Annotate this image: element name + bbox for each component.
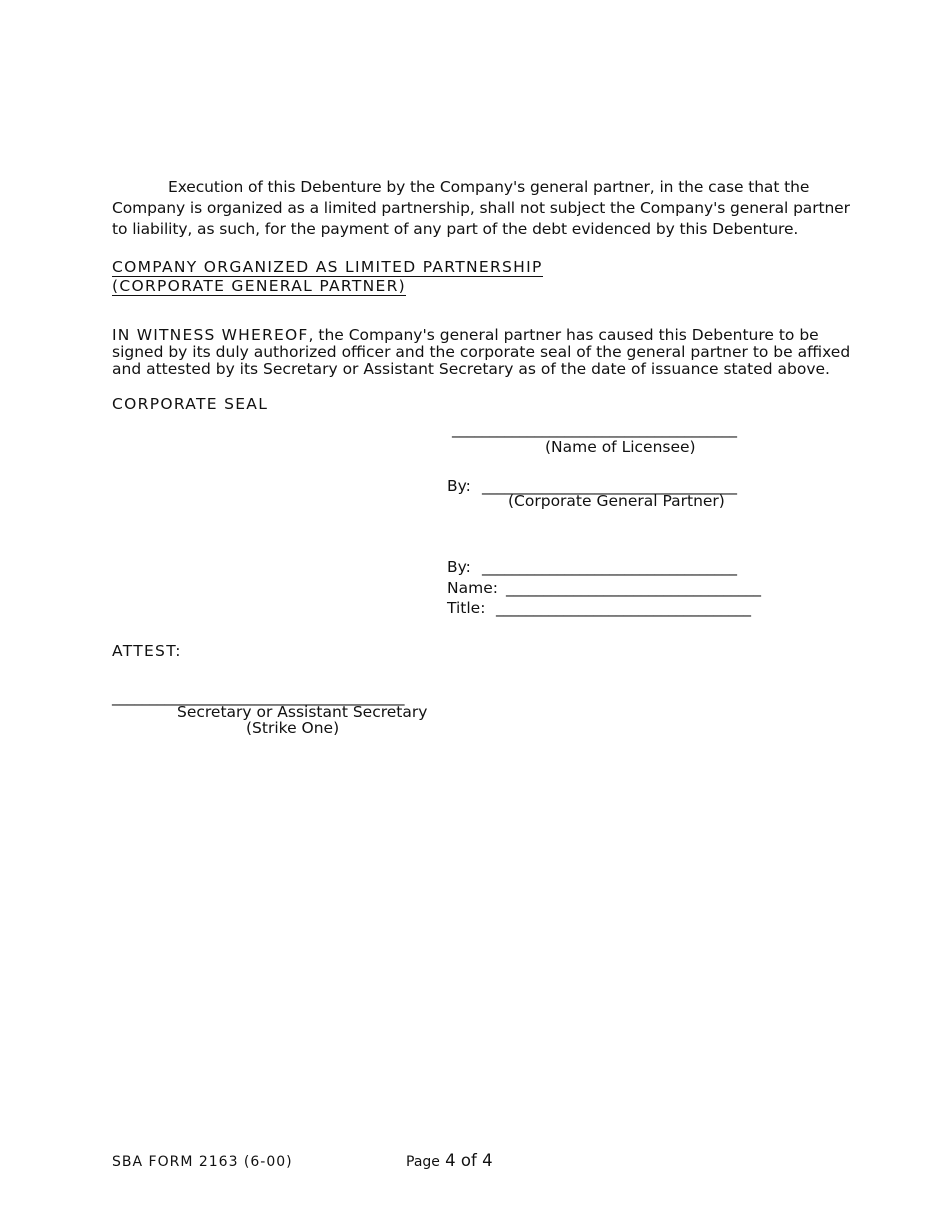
intro-paragraph-line-1: Execution of this Debenture by the Company's general partner, in the case that the (168, 178, 810, 196)
footer-page-number (406, 1151, 493, 1170)
title-signature-line: __________________________________ (496, 599, 751, 617)
licensee-caption: (Name of Licensee) (545, 438, 696, 456)
intro-paragraph-line-3: to liability, as such, for the payment of any part of the debt evidenced by this Debenture. (112, 220, 799, 238)
general-partner-caption: (Corporate General Partner) (508, 492, 725, 510)
witness-line-3: and attested by its Secretary or Assistant Secretary as of the date of issuance stated above. (112, 360, 830, 378)
section-heading-line-2: (CORPORATE GENERAL PARTNER) (112, 277, 406, 295)
witness-lead: IN WITNESS WHEREOF (112, 326, 309, 344)
corporate-seal-label: CORPORATE SEAL (112, 395, 269, 413)
footer-form-id: SBA FORM 2163 (6-00) (112, 1154, 293, 1170)
witness-line-1 (112, 327, 819, 344)
by-label-1: By: (447, 477, 471, 495)
by-signature-line-2: __________________________________ (482, 558, 737, 576)
attest-signature-line: _______________________________________ (112, 688, 405, 706)
footer-page-prefix: Page (406, 1154, 440, 1170)
name-label: Name: (447, 579, 498, 597)
intro-paragraph-line-2: Company is organized as a limited partnership, shall not subject the Company's general partner (112, 199, 850, 217)
footer-page-total: 4 (482, 1151, 493, 1170)
licensee-signature-line: ______________________________________ (452, 420, 737, 438)
section-heading-line-1: COMPANY ORGANIZED AS LIMITED PARTNERSHIP (112, 258, 543, 276)
title-label: Title: (447, 599, 486, 617)
attest-label: ATTEST: (112, 642, 182, 660)
by-label-2: By: (447, 558, 471, 576)
name-signature-line: __________________________________ (506, 579, 761, 597)
attest-caption-line-1: Secretary or Assistant Secretary (177, 703, 428, 721)
footer-page-of: of (460, 1151, 477, 1170)
footer-page-current: 4 (445, 1151, 456, 1170)
witness-line-1-rest: , the Company's general partner has caused this Debenture to be (308, 326, 819, 344)
witness-line-2: signed by its duly authorized officer and the corporate seal of the general partner to be affixed (112, 343, 851, 361)
by-signature-line-1: __________________________________ (482, 477, 737, 495)
section-heading (112, 258, 543, 296)
attest-caption-line-2: (Strike One) (246, 719, 340, 737)
